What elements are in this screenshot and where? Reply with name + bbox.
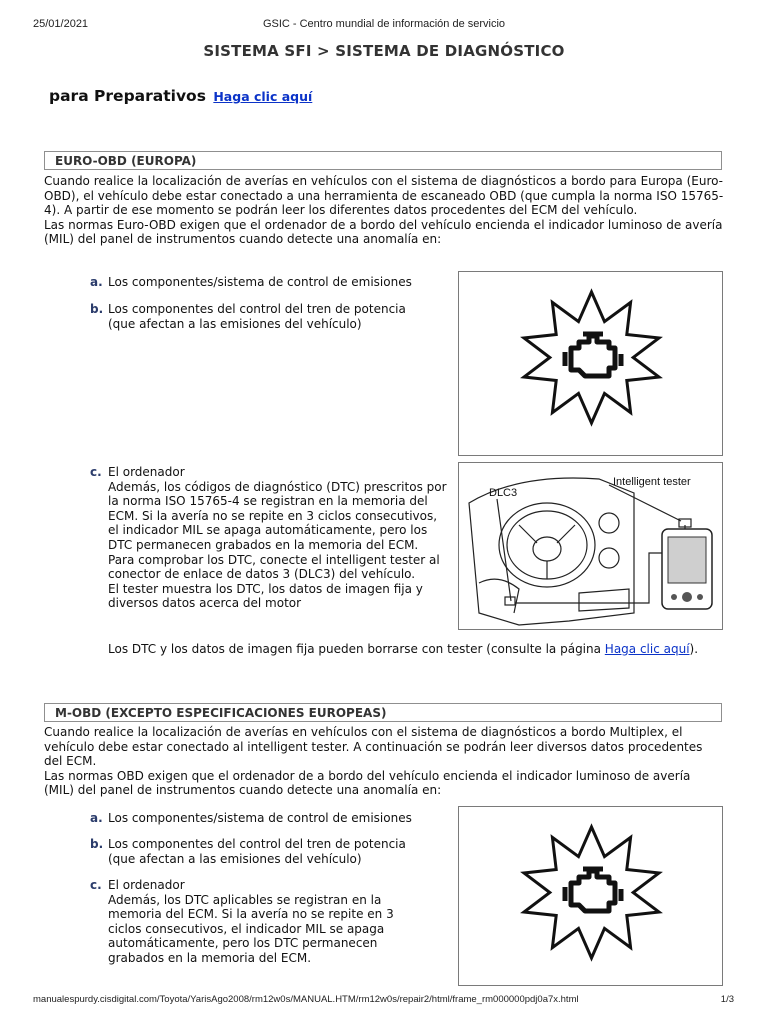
item-text: El ordenador	[108, 878, 185, 892]
item-letter: b.	[90, 302, 104, 316]
euro-obd-para1: Cuando realice la localización de averías en vehículos con el sistema de diagnósticos a bordo para Europa (Euro-OBD), el vehículo debe estar conectado a una herramienta de escaneado OBD (que cumpla la norma ISO 15765-4). A partir de ese momento se podrán leer los diferentes datos procedentes del ECM del vehículo.	[44, 174, 724, 218]
item-text-continued: (que afectan a las emisiones del vehículo)	[108, 316, 362, 331]
site-title: GSIC - Centro mundial de información de servicio	[262, 18, 506, 30]
euro-obd-item-b	[90, 302, 460, 331]
item-letter: a.	[90, 811, 103, 825]
dashboard-tester-illustration	[459, 463, 724, 631]
m-obd-item-c	[90, 878, 430, 966]
item-text: Los componentes del control del tren de potencia	[108, 837, 406, 851]
euro-obd-item-a	[90, 275, 460, 290]
item-letter: c.	[90, 465, 102, 479]
item-text: Los componentes/sistema de control de emisiones	[108, 275, 412, 289]
item-letter: b.	[90, 837, 104, 851]
m-obd-para1: Cuando realice la localización de averías en vehículos con el sistema de diagnósticos a bordo Multiplex, el vehículo debe estar conectado al intelligent tester. A continuación se podrán leer diversos datos procedentes del ECM.	[44, 725, 703, 769]
item-text: Los componentes del control del tren de potencia	[108, 302, 406, 316]
item-text-continued: (que afectan a las emisiones del vehículo)	[108, 851, 362, 866]
footer-url: manualespurdy.cisdigital.com/Toyota/YarisAgo2008/rm12w0s/MANUAL.HTM/rm12w0s/repair2/html/frame_rm000000pdj0a7x.html	[33, 994, 579, 1005]
preparativos-line	[49, 87, 312, 105]
section-heading-euro-obd: EURO-OBD (EUROPA)	[44, 151, 722, 170]
item-text: Los componentes/sistema de control de emisiones	[108, 811, 412, 825]
euro-obd-intro	[44, 174, 724, 247]
print-date: 25/01/2021	[33, 18, 89, 30]
m-obd-item-a	[90, 811, 460, 826]
preparativos-label: para Preparativos	[49, 87, 206, 105]
item-letter: a.	[90, 275, 103, 289]
euro-obd-para2: Las normas Euro-OBD exigen que el ordenador de a bordo del vehículo encienda el indicador luminoso de avería (MIL) del panel de instrumentos cuando detecte una anomalía en:	[44, 217, 723, 247]
check-engine-icon	[459, 272, 724, 457]
footer-page-number: 1/3	[720, 994, 734, 1005]
m-obd-item-b	[90, 837, 460, 866]
item-text: El ordenador	[108, 465, 185, 479]
erase-note-link[interactable]: Haga clic aquí	[604, 642, 690, 656]
check-engine-icon	[459, 807, 724, 987]
item-c-detail3: El tester muestra los DTC, los datos de imagen fija y diversos datos acerca del motor	[108, 581, 423, 611]
erase-note	[108, 642, 718, 657]
item-c-detail1: Además, los códigos de diagnóstico (DTC) prescritos por la norma ISO 15765-4 se registran en la memoria del ECM. Si la avería no se repite en 3 ciclos consecutivos, el indicador MIL se apaga automáticamente, pero los DTC permanecen grabados en la memoria del ECM.	[108, 479, 447, 552]
preparativos-link[interactable]: Haga clic aquí	[213, 89, 313, 104]
m-obd-para2: Las normas OBD exigen que el ordenador de a bordo del vehículo encienda el indicador luminoso de avería (MIL) del panel de instrumentos cuando detecte una anomalía en:	[44, 768, 691, 798]
tester-label: Intelligent tester	[613, 476, 691, 488]
item-c-detail1: Además, los DTC aplicables se registran en la memoria del ECM. Si la avería no se repite en 3 ciclos consecutivos, el indicador MIL se apaga automáticamente, pero los DTC permanecen grabados en la memoria del ECM.	[108, 892, 394, 965]
mil-engine-figure-1	[458, 271, 723, 456]
dlc3-tester-figure	[458, 462, 723, 630]
m-obd-intro	[44, 725, 724, 798]
section-heading-m-obd: M-OBD (EXCEPTO ESPECIFICACIONES EUROPEAS)	[44, 703, 722, 722]
erase-note-text: Los DTC y los datos de imagen fija pueden borrarse con tester (consulte la página	[108, 642, 605, 656]
mil-engine-figure-2	[458, 806, 723, 986]
dlc3-label: DLC3	[489, 487, 518, 499]
page-title: SISTEMA SFI > SISTEMA DE DIAGNÓSTICO	[203, 42, 565, 60]
erase-note-end: ).	[689, 642, 699, 656]
euro-obd-item-c	[90, 465, 450, 611]
item-c-detail2: Para comprobar los DTC, conecte el intelligent tester al conector de enlace de datos 3 (DLC3) del vehículo.	[108, 552, 440, 582]
item-letter: c.	[90, 878, 102, 892]
